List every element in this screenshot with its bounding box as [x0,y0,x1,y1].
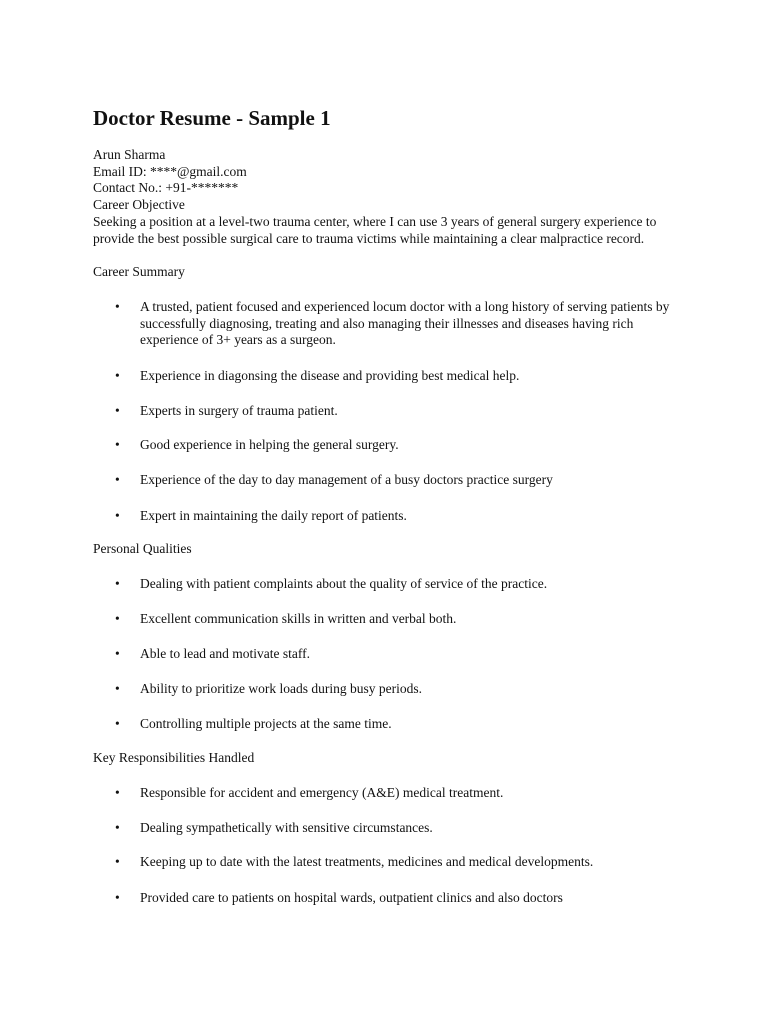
list-item: Experience of the day to day management of a busy doctors practice surgery [140,472,553,487]
career-objective-heading: Career Objective [93,197,185,212]
bullet-icon: • [115,611,120,626]
list-item: Able to lead and motivate staff. [140,646,310,661]
bullet-icon: • [115,820,120,835]
list-item: A trusted, patient focused and experienced locum doctor with a long history of serving patients by successfully diagnosing, treating and also managing their illnesses and diseases having rich experience of 3+ years as a surgeon. [140,299,670,347]
list-item: Experience in diagonsing the disease and providing best medical help. [140,368,520,383]
list-item: Dealing sympathetically with sensitive circumstances. [140,820,433,835]
candidate-name: Arun Sharma [93,147,166,162]
list-item: Controlling multiple projects at the same time. [140,716,392,731]
career-objective-text: Seeking a position at a level-two trauma center, where I can use 3 years of general surgery experience to provide the best possible surgical care to trauma victims while maintaining a clear malpractice record. [93,214,657,246]
bullet-icon: • [115,508,120,523]
bullet-icon: • [115,472,120,487]
bullet-icon: • [115,576,120,591]
bullet-icon: • [115,785,120,800]
list-item: Dealing with patient complaints about the quality of service of the practice. [140,576,548,591]
list-item: Responsible for accident and emergency (A&E) medical treatment. [140,785,504,800]
list-item: Keeping up to date with the latest treatments, medicines and medical developments. [140,854,594,869]
bullet-icon: • [115,716,120,731]
personal-qualities-heading: Personal Qualities [93,541,192,556]
bullet-icon: • [115,403,120,418]
bullet-icon: • [115,890,120,905]
list-item: Experts in surgery of trauma patient. [140,403,338,418]
list-item: Ability to prioritize work loads during busy periods. [140,681,422,696]
bullet-icon: • [115,437,120,452]
bullet-icon: • [115,681,120,696]
bullet-icon: • [115,646,120,661]
document-title: Doctor Resume - Sample 1 [93,106,331,130]
bullet-icon: • [115,299,120,314]
bullet-icon: • [115,854,120,869]
list-item: Good experience in helping the general surgery. [140,437,399,452]
list-item: Expert in maintaining the daily report of patients. [140,508,407,523]
career-summary-heading: Career Summary [93,264,185,279]
list-item: Provided care to patients on hospital wards, outpatient clinics and also doctors [140,890,563,905]
key-responsibilities-heading: Key Responsibilities Handled [93,750,255,765]
contact-line: Contact No.: +91-******* [93,180,239,195]
list-item: Excellent communication skills in written and verbal both. [140,611,457,626]
bullet-icon: • [115,368,120,383]
email-line: Email ID: ****@gmail.com [93,164,247,179]
